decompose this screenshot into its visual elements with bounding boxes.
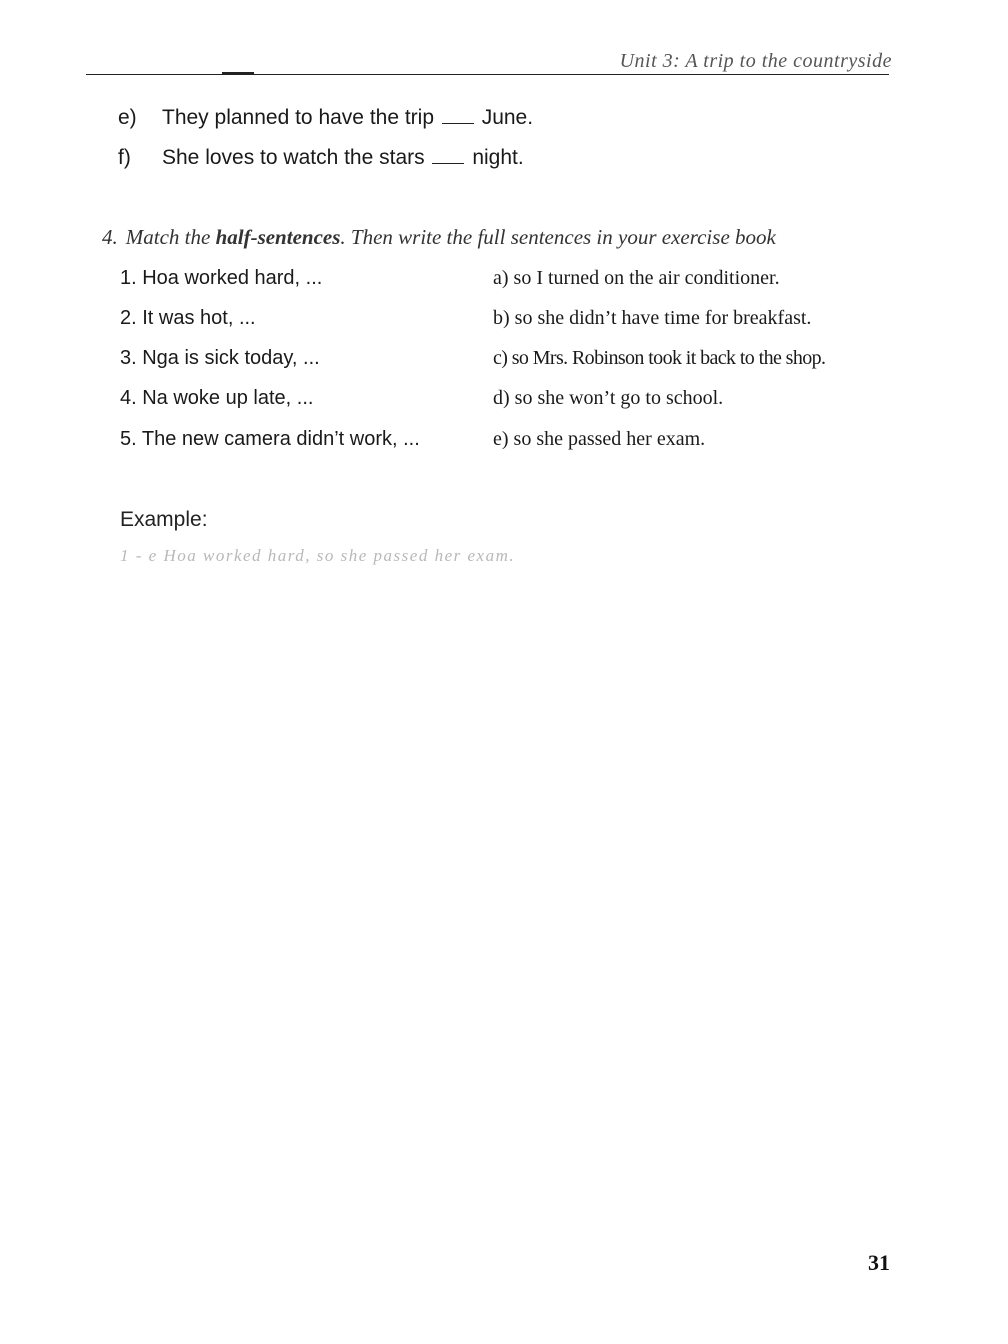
answer-blank[interactable]	[432, 162, 464, 164]
exercise-item-f	[118, 146, 524, 170]
item-text-after: June.	[481, 106, 534, 129]
item-letter: f)	[118, 146, 131, 169]
half-sentence-left-1: 1. Hoa worked hard, ...	[120, 267, 323, 289]
half-sentence-right-b: b) so she didn’t have time for breakfast.	[493, 307, 812, 329]
answer-blank[interactable]	[442, 122, 474, 124]
page-number: 31	[868, 1250, 890, 1275]
half-sentence-left-3: 3. Nga is sick today, ...	[120, 347, 320, 369]
exercise-item-e	[118, 106, 533, 130]
half-sentence-left-4: 4. Na woke up late, ...	[120, 387, 314, 409]
instruction-part1: Match the	[125, 225, 216, 249]
header-title: Unit 3: A trip to the countryside	[619, 50, 892, 72]
instruction-bold: half-sentences	[215, 225, 341, 249]
instruction-part2: . Then write the full sentences in your exercise book	[340, 225, 776, 249]
half-sentence-right-e: e) so she passed her exam.	[493, 428, 706, 450]
half-sentence-right-c: c) so Mrs. Robinson took it back to the shop.	[493, 347, 826, 369]
exercise-number: 4.	[102, 225, 118, 249]
item-letter: e)	[118, 106, 137, 129]
example-text: 1 - e Hoa worked hard, so she passed her exam.	[120, 546, 516, 565]
example-label: Example:	[120, 508, 208, 531]
item-text-before: They planned to have the trip	[162, 106, 435, 129]
item-text-after: night.	[472, 146, 524, 169]
header-rule-accent	[222, 72, 254, 74]
exercise-instruction	[102, 225, 776, 250]
item-text-before: She loves to watch the stars	[162, 146, 425, 169]
half-sentence-right-d: d) so she won’t go to school.	[493, 387, 724, 409]
header-rule	[86, 74, 889, 75]
half-sentence-left-5: 5. The new camera didn’t work, ...	[120, 428, 420, 450]
half-sentence-right-a: a) so I turned on the air conditioner.	[493, 267, 780, 289]
half-sentence-left-2: 2. It was hot, ...	[120, 307, 256, 329]
